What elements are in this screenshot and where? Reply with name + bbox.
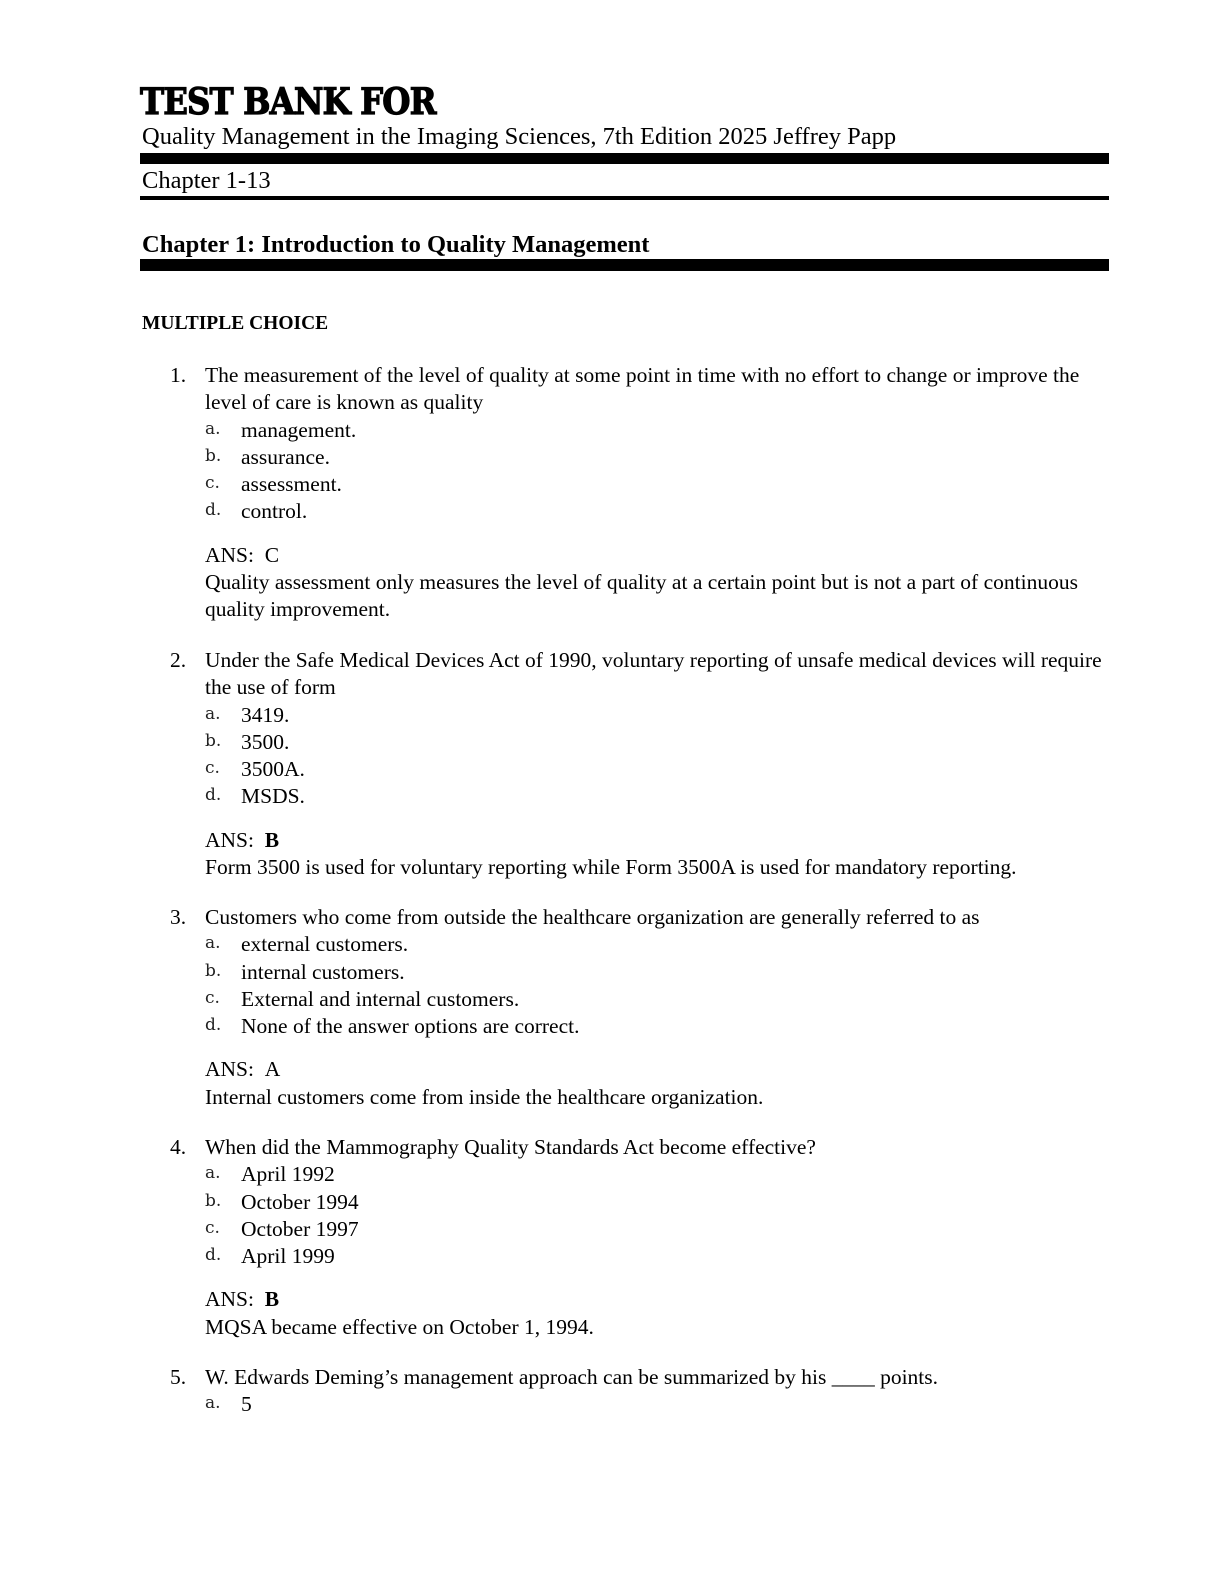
chapter-range: Chapter 1-13 (142, 167, 271, 194)
option-text: 5 (241, 1392, 252, 1417)
option-letter: a. (205, 1163, 221, 1184)
question-number: 2. (170, 648, 187, 672)
option-text: External and internal customers. (241, 986, 520, 1011)
question-stem: When did the Mammography Quality Standards Act become effective? (205, 1135, 816, 1159)
option-text: April 1999 (241, 1244, 335, 1269)
option-item (205, 1161, 1105, 1188)
option-list (205, 1161, 1105, 1270)
option-item (205, 756, 1105, 783)
option-letter: a. (205, 933, 221, 954)
option-item (205, 702, 1105, 729)
option-letter: d. (205, 1245, 222, 1266)
chapter-heading: Chapter 1: Introduction to Quality Management (142, 231, 650, 258)
answer-key: C (264, 542, 280, 567)
answer-key: B (264, 1287, 280, 1312)
question-stem: Customers who come from outside the healthcare organization are generally referred to as (205, 905, 980, 929)
question-number: 1. (170, 363, 187, 387)
answer-label: ANS: (205, 1057, 254, 1082)
answer-rationale: Form 3500 is used for voluntary reporting while Form 3500A is used for mandatory reporting. (205, 855, 1017, 880)
answer-key: A (264, 1057, 281, 1082)
option-text: 3500. (241, 729, 290, 754)
option-item (205, 1216, 1105, 1243)
answer-key: B (264, 827, 280, 852)
option-item (205, 931, 1105, 958)
answer-rationale: MQSA became effective on October 1, 1994. (205, 1314, 594, 1339)
option-letter: b. (205, 445, 222, 466)
option-text: MSDS. (241, 784, 305, 809)
divider-rule (140, 196, 1109, 200)
option-text: 3419. (241, 702, 290, 727)
option-text: external customers. (241, 932, 409, 957)
option-text: internal customers. (241, 959, 405, 984)
option-item (205, 498, 1105, 525)
option-text: October 1997 (241, 1216, 359, 1241)
option-item (205, 471, 1105, 498)
option-letter: c. (205, 758, 220, 779)
option-letter: d. (205, 785, 222, 806)
divider-rule (140, 153, 1109, 164)
question-number: 4. (170, 1135, 187, 1159)
option-text: assessment. (241, 472, 342, 497)
option-list (205, 702, 1105, 811)
option-letter: d. (205, 1015, 222, 1036)
answer-label: ANS: (205, 1287, 254, 1312)
option-item (205, 729, 1105, 756)
question-number: 5. (170, 1365, 187, 1389)
option-list (205, 931, 1105, 1040)
option-letter: a. (205, 703, 221, 724)
option-letter: c. (205, 987, 220, 1008)
option-text: 3500A. (241, 757, 305, 782)
option-text: management. (241, 417, 357, 442)
option-letter: d. (205, 500, 222, 521)
option-item (205, 1391, 1105, 1418)
option-letter: a. (205, 1393, 221, 1414)
option-item (205, 1243, 1105, 1270)
option-item (205, 959, 1105, 986)
option-text: control. (241, 499, 308, 524)
option-list (205, 417, 1105, 526)
question-stem: Under the Safe Medical Devices Act of 1990, voluntary reporting of unsafe medical devices will require the use of form (205, 648, 1102, 700)
divider-rule (140, 259, 1109, 271)
answer-line (205, 542, 1105, 569)
option-item (205, 1013, 1105, 1040)
question-stem: The measurement of the level of quality at some point in time with no effort to change or improve the level of care is known as quality (205, 363, 1080, 415)
question-stem: W. Edwards Deming’s management approach can be summarized by his ____ points. (205, 1365, 939, 1389)
option-text: October 1994 (241, 1189, 359, 1214)
option-letter: b. (205, 960, 222, 981)
option-letter: c. (205, 473, 220, 494)
option-item (205, 444, 1105, 471)
answer-line (205, 1056, 1105, 1083)
document-title: TEST BANK FOR (140, 81, 436, 123)
answer-label: ANS: (205, 542, 254, 567)
option-item (205, 1189, 1105, 1216)
answer-label: ANS: (205, 827, 254, 852)
option-text: April 1992 (241, 1162, 335, 1187)
option-item (205, 417, 1105, 444)
option-text: None of the answer options are correct. (241, 1014, 580, 1039)
book-subtitle: Quality Management in the Imaging Sciences, 7th Edition 2025 Jeffrey Papp (142, 123, 897, 150)
option-text: assurance. (241, 444, 330, 469)
option-item (205, 783, 1105, 810)
answer-rationale: Quality assessment only measures the level of quality at a certain point but is not a part of continuous quality improvement. (205, 570, 1078, 622)
answer-line (205, 1286, 1105, 1313)
option-letter: b. (205, 730, 222, 751)
option-list (205, 1391, 1105, 1418)
option-letter: b. (205, 1190, 222, 1211)
option-letter: c. (205, 1217, 220, 1238)
section-heading: MULTIPLE CHOICE (142, 313, 329, 334)
option-letter: a. (205, 418, 221, 439)
option-item (205, 986, 1105, 1013)
answer-rationale: Internal customers come from inside the healthcare organization. (205, 1084, 764, 1109)
question-number: 3. (170, 905, 187, 929)
answer-line (205, 827, 1105, 854)
